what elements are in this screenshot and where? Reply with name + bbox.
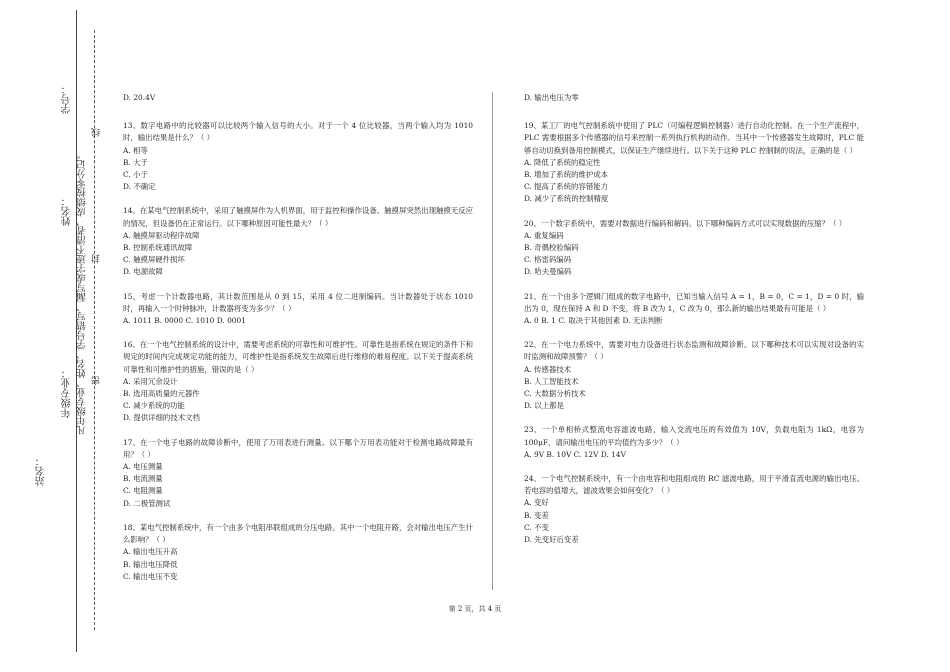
binding-margin — [0, 0, 120, 672]
option: B. 输出电压降低 — [123, 559, 178, 569]
option: C. 小于 — [123, 170, 148, 180]
question-23 — [524, 424, 864, 461]
student-id-label: 学号： — [62, 84, 73, 114]
option: A. 变好 — [524, 498, 549, 508]
question-stem: 21、在一个由多个逻辑门组成的数字电路中，已知当输入信号 A = 1，B = 0，C = 1，D = 0 时，输出为 0，现在保持 A 和 D 不变，将 B 改为 1，C 改为 0，那么新的输出结果最有可能是（ ） — [524, 291, 864, 313]
option: D. 电源故障 — [123, 267, 163, 277]
option: B. 选用高质量的元器件 — [123, 389, 200, 399]
option: C. 电阻测量 — [123, 486, 163, 496]
option: B. 控制系统通讯故障 — [123, 243, 193, 253]
page-footer: 第 2 页，共 4 页 — [448, 605, 502, 613]
secret-marker: 密 — [92, 376, 102, 385]
question-13 — [123, 120, 473, 193]
option: D. 提供详细的技术文档 — [123, 413, 200, 423]
question-24 — [524, 473, 864, 546]
option: D. 以上都是 — [524, 401, 564, 411]
question-stem: 18、某电气控制系统中，有一个由多个电阻串联组成的分压电路。其中一个电阻开路，会对输出电压产生什么影响？（ ） — [123, 522, 473, 545]
question-15 — [123, 291, 473, 328]
question-19 — [524, 120, 864, 205]
question-stem: 17、在一个电子电路的故障诊断中，使用了万用表进行测量。以下哪个万用表功能对于检测电路故障最有用？（ ） — [123, 437, 473, 459]
option: A. 相等 — [123, 145, 148, 155]
option: C. 触摸屏硬件损坏 — [123, 255, 185, 265]
question-stem: 22、在一个电力系统中，需要对电力设备进行状态监测和故障诊断。以下哪种技术可以实现对设备的实时监测和故障预警？（ ） — [524, 340, 864, 362]
option: D. 先变好后变差 — [524, 535, 579, 545]
option: D. 哈夫曼编码 — [524, 267, 572, 277]
option: B. 人工智能技术 — [524, 376, 579, 386]
column-divider — [492, 92, 493, 590]
question-stem: 16、在一个电气控制系统的设计中，需要考虑系统的可靠性和可维护性。可靠性是指系统在规定的条件下和规定的时间内完成规定功能的能力，可维护性是指系统发生故障后进行维修的难易程度。以下关于提高系统可靠性和可维护性的措施，错误的是（ ） — [123, 340, 473, 374]
question-14 — [123, 205, 473, 278]
option: A. 1011 B. 0000 C. 1010 D. 0001 — [123, 316, 246, 326]
binding-notice: 凡年级专业、姓名、学号错写、漏写或字迹不清者，成绩按零分记。 — [77, 150, 88, 435]
option: C. 提高了系统的容错能力 — [524, 182, 608, 192]
option: D. 20.4V — [123, 93, 156, 102]
question-21 — [524, 291, 864, 328]
option: A. 输出电压升高 — [123, 547, 178, 557]
option: B. 电流测量 — [123, 474, 163, 484]
question-22 — [524, 339, 864, 412]
question-stem: 23、一个单相桥式整流电容滤波电路，输入交流电压的有效值为 10V，负载电阻为 1kΩ，电容为 100μF，请问输出电压的平均值约为多少？（ ） — [524, 425, 864, 447]
option: D. 输出电压为零 — [524, 93, 579, 102]
binding-dashed-line — [94, 30, 95, 630]
station-label: 站名： — [36, 456, 47, 486]
option: C. 减少系统的功能 — [123, 401, 185, 411]
option: B. 大于 — [123, 157, 148, 167]
option: C. 输出电压不变 — [123, 571, 178, 581]
question-stem: 24、一个电气控制系统中，有一个由电容和电阻组成的 RC 滤波电路，用于平滑直流电源的输出电压。若电容的值增大，滤波效果会如何变化？（ ） — [524, 474, 864, 496]
option: D. 二极管测试 — [123, 498, 171, 508]
option: B. 变差 — [524, 510, 549, 520]
question-stem: 19、某工厂的电气控制系统中使用了 PLC（可编程逻辑控制器）进行自动化控制。在一个生产流程中，PLC 需要根据多个传感器的信号来控制一系列执行机构的动作。当其中一个传感器发生故障时，PLC 能够自动切换到备用控制模式，以保证生产继续进行。以下关于这种 PLC 控制制的说法，正确的是（ ） — [524, 121, 864, 155]
question-20 — [524, 218, 864, 279]
option: C. 不变 — [524, 522, 549, 532]
question-stem: 15、考虑一个计数器电路，其计数范围是从 0 到 15，采用 4 位二进制编码。当计数器处于状态 1010 时，再输入一个时钟脉冲，计数器将变为多少？（ ） — [123, 291, 473, 313]
option: A. 重复编码 — [524, 230, 564, 240]
question-17 — [123, 437, 473, 510]
option: A. 传感器技术 — [524, 364, 571, 374]
option: B. 增加了系统的维护成本 — [524, 170, 609, 180]
option: C. 格雷码编码 — [524, 255, 572, 265]
option: A. 采用冗余设计 — [123, 376, 178, 386]
option: D. 不确定 — [123, 182, 156, 192]
option: A. 降低了系统的稳定性 — [524, 157, 601, 167]
seal-marker: 封 — [92, 254, 102, 263]
option: A. 0 B. 1 C. 取决于其他因素 D. 无法判断 — [524, 316, 663, 326]
option: A. 电压测量 — [123, 462, 163, 472]
question-16 — [123, 339, 473, 424]
question-stem: 14、在某电气控制系统中，采用了触摸屏作为人机界面，用于监控和操作设备。触摸屏突然出现触摸无反应的情况，但设备仍在正常运行。以下哪种原因可能性最大？（ ） — [123, 206, 473, 228]
option: B. 奇偶校验编码 — [524, 243, 579, 253]
name-label: 姓名： — [62, 196, 73, 226]
question-item — [123, 92, 473, 104]
option: D. 减少了系统的控制精度 — [524, 194, 609, 204]
question-item — [524, 92, 864, 104]
right-column — [524, 92, 864, 558]
option: A. 触摸屏驱动程序故障 — [123, 230, 200, 240]
left-column — [123, 92, 473, 595]
line-marker: 线 — [92, 128, 102, 137]
question-stem: 20、一个数字系统中，需要对数据进行编码和解码。以下哪种编码方式可以实现数据的压缩？（ ） — [524, 218, 847, 228]
option: A. 9V B. 10V C. 12V D. 14V — [524, 449, 626, 459]
grade-major-label: 年级专业： — [62, 368, 73, 418]
question-18 — [123, 522, 473, 583]
option: C. 大数据分析技术 — [524, 389, 586, 399]
question-stem: 13、数字电路中的比较器可以比较两个输入信号的大小。对于一个 4 位比较器，当两个输入均为 1010 时，输出结果是什么？（ ） — [123, 121, 473, 143]
